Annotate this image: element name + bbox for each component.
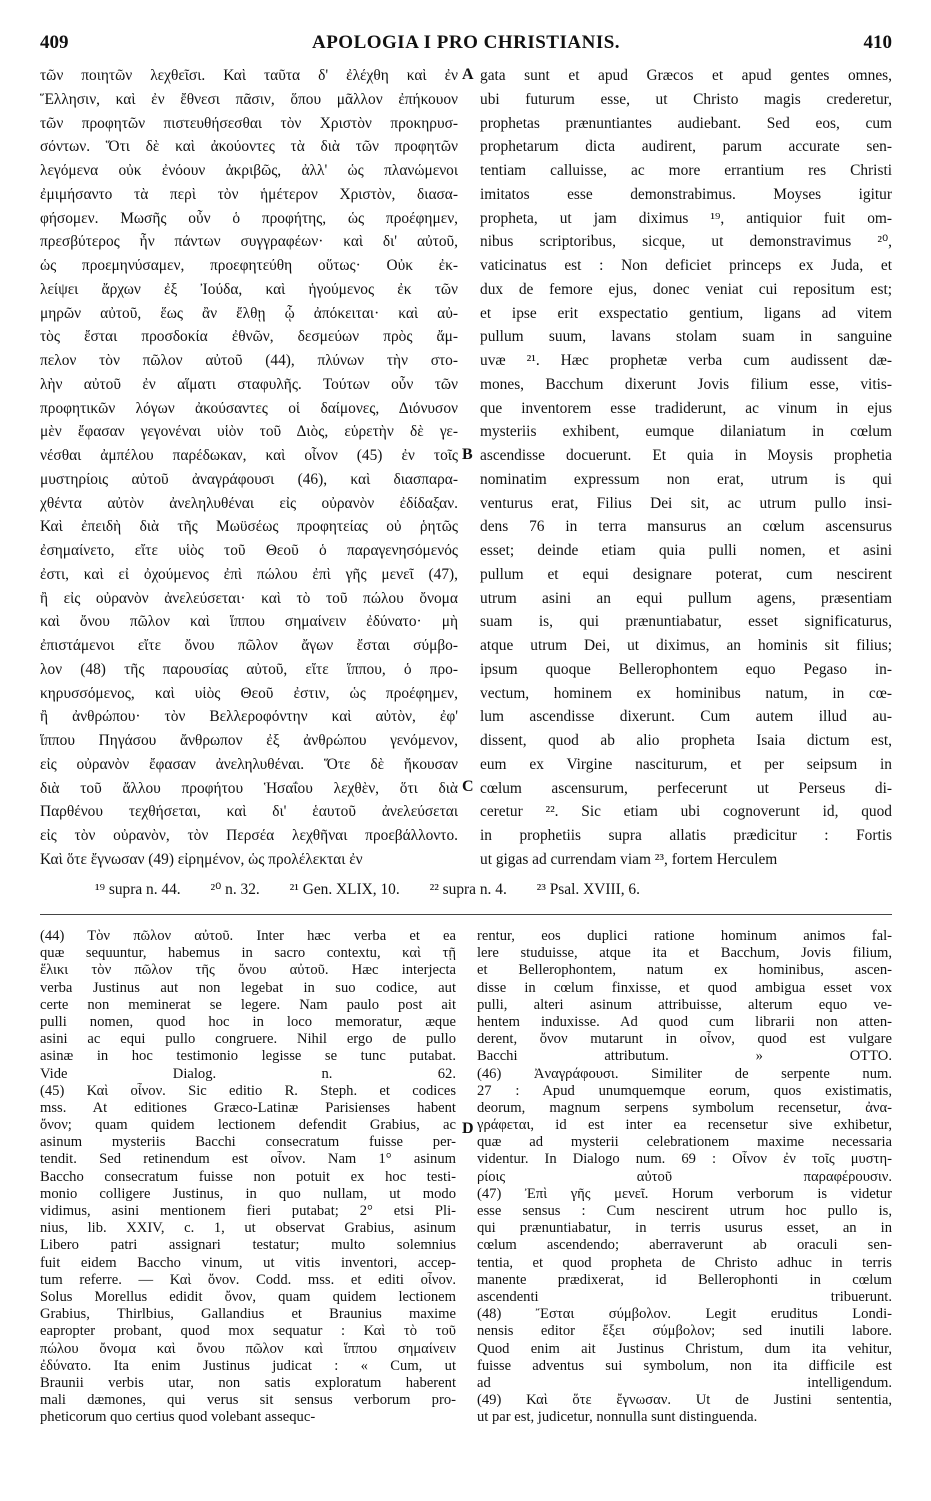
note-line: ρίοις αὐτοῦ παραφέρουσιν. — [477, 1168, 892, 1185]
note-line: asini ac equi pullo congruere. Nihil ergo de pullo — [40, 1031, 456, 1048]
greek-text-line: τῶν ποιητῶν λεχθεῖσι. Καὶ ταῦτα δ' ἐλέχθη καὶ ἐν — [40, 67, 458, 84]
greek-text-column — [40, 64, 458, 872]
note-line: Baccho consecratum fuisse non potuit ex hoc testi- — [40, 1168, 456, 1185]
margin-letter-a: A — [462, 66, 474, 83]
note-line: ad intelligendum. — [477, 1374, 892, 1391]
note-line: verba Justinus aut non legebat in suo codice, aut — [40, 979, 456, 996]
note-line: ut par est, judicetur, nonnulla sunt distinguenda. — [477, 1409, 758, 1426]
greek-text-line: νέσθαι ἀμπέλου παρέδωκαν, καὶ οἶνον (45) ἐν τοῖς — [40, 447, 458, 464]
latin-text-line: que inventorem esse tradiderunt, ac vinum in ejus — [480, 399, 892, 417]
greek-text-line: καὶ ὄνου πῶλον καὶ ἵππου σημαίνειν ἐδύνατο· μὴ — [40, 613, 458, 631]
page-number-right: 410 — [863, 32, 892, 53]
note-line: pheticorum quo certius quod volebant assequc- — [40, 1409, 316, 1426]
note-line: esse sensus : Cum nescirent utrum hoc pullo is, — [477, 1203, 892, 1219]
greek-text-line: ὡς προεμηνύσαμεν, προεφητεύθη οὕτως· Οὐκ ἐκ- — [40, 257, 458, 274]
note-line: ascendenti tribuerunt. — [477, 1288, 892, 1305]
latin-text-line: imitatos esse demonstrabimus. Moyses igitur — [480, 185, 892, 203]
footnote-ref: ²⁰ n. 32. — [210, 881, 260, 898]
greek-text-line: λὴν αὐτοῦ ἐν αἵματι σταφυλῆς. Τούτων οὖν τῶν — [40, 375, 458, 393]
latin-text-line: suam is, qui prænuntiabatur, esset significaturus, — [480, 613, 892, 631]
latin-text-line: utrum asini an equi pullum agens, præsentiam — [480, 589, 892, 607]
note-line: disse in cœlum finxisse, et quod ambigua esset vox — [477, 979, 892, 996]
page-number-left: 409 — [40, 32, 69, 53]
note-line: (44) Τὸν πῶλον αὐτοῦ. Inter hæc verba et ea — [40, 928, 456, 944]
note-line: Libero patri assignari testatur; multo solemnius — [40, 1237, 456, 1254]
greek-text-line: χθέντα αὐτὸν ἀνεληλυθέναι εἰς οὐρανὸν ἐδίδαξαν. — [40, 494, 458, 512]
note-line: tendit. Sed retinendum est οἶνον. Nam 1° asinum — [40, 1151, 456, 1168]
note-line: mali dæmones, qui verus sit sensus verborum pro- — [40, 1392, 456, 1409]
latin-text-line: dens 76 in terra mansurus an cœlum ascensurus — [480, 518, 892, 536]
latin-text-line: ipsum quoque Bellerophontem equo Pegaso in- — [480, 660, 892, 678]
note-line: Grabius, Thirlbius, Gallandius et Braunius maxime — [40, 1306, 456, 1323]
note-line: nius, lib. XXIV, c. 1, ut observat Grabius, asinum — [40, 1220, 456, 1237]
note-line: tum referre. — Καὶ ὄνον. Codd. mss. et editi οἶνον. — [40, 1271, 456, 1288]
latin-text-line: prophetarum dicta audirent, parum accurate sen- — [480, 138, 892, 156]
note-line: asinum mysteriis Bacchi consecratum fuisse per- — [40, 1134, 456, 1151]
note-line: vidimus, asini mentionem fieri putabat; 2° etsi Pli- — [40, 1203, 456, 1219]
note-line: (47) Ἐπὶ γῆς μενεῖ. Horum verborum is videtur — [477, 1185, 892, 1202]
greek-text-line: Παρθένου τεχθήσεται, καὶ δι' ἑαυτοῦ ἀνελεύσεται — [40, 803, 458, 821]
note-line: (45) Καὶ οἶνον. Sic editio R. Steph. et codices — [40, 1082, 456, 1099]
footnote-ref: ²¹ Gen. XLIX, 10. — [289, 881, 400, 898]
note-line: Bacchi attributum. » OTTO. — [477, 1048, 892, 1065]
latin-text-line: atque utrum Dei, ut diximus, an hominis sit filius; — [480, 637, 892, 654]
latin-text-line: propheta, ut jam diximus ¹⁹, antiquior fuit om- — [480, 209, 892, 227]
note-line: (48) Ἔσται σύμβολον. Legit eruditus Londi- — [477, 1306, 892, 1323]
note-line: rentur, eos duplici ratione hominum animos fal- — [477, 928, 892, 944]
latin-text-line: vectum, hominem ex hominibus natum, in cœ- — [480, 684, 892, 702]
notes-column-right — [477, 928, 892, 1426]
margin-letter-b: B — [462, 446, 473, 463]
note-line: nensis editor ἔξει σύμβολον; sed inutili labore. — [477, 1323, 892, 1340]
greek-text-line: ἢ ἀνθρώπου· τὸν Βελλεροφόντην καὶ αὐτὸν, ἐφ' — [40, 708, 458, 726]
latin-text-line: cœlum ascensurum, perfecerunt ut Perseus di- — [480, 779, 892, 797]
latin-text-line: ut gigas ad currendam viam ²³, fortem Herculem — [480, 850, 778, 868]
latin-text-line: dux de femore ejus, donec veniat cui repositum est; — [480, 280, 892, 298]
greek-text-line: Καὶ ὅτε ἔγνωσαν (49) εἰρημένον, ὡς προλέλεκται ἐν — [40, 850, 363, 868]
greek-text-line: πρεσβύτερος ἦν πάντων συγγραφέων· καὶ δι' αὐτοῦ, — [40, 233, 458, 251]
latin-text-column — [480, 64, 892, 872]
greek-text-line: ἵππου Πηγάσου ἄνθρωπον ἐξ ἀνθρώπου γενόμενον, — [40, 732, 458, 749]
running-title: APOLOGIA I PRO CHRISTIANIS. — [311, 32, 621, 53]
note-line: manente prædixerat, id Bellerophonti in cœlum — [477, 1271, 892, 1288]
note-line: deorum, magnum serpens symbolum recensetur, ἀνα- — [477, 1099, 892, 1116]
note-line: Solus Morellus edidit ὄνον, quam quidem lectionem — [40, 1288, 456, 1305]
latin-text-line: dissent, quod ab alio propheta Isaia dictum est, — [480, 732, 892, 749]
greek-text-line: πελον τὸν πῶλον αὐτοῦ (44), πλύνων τὴν στο- — [40, 352, 458, 369]
margin-letter-d: D — [462, 1120, 474, 1137]
note-line: (46) Ἀναγράφουσι. Similiter de serpente num. — [477, 1065, 892, 1082]
latin-text-line: venturus erat, Filius Dei sit, ac utrum pullo insi- — [480, 494, 892, 512]
latin-text-line: tentiam calluisse, ac more errantium res Christi — [480, 162, 892, 179]
greek-text-line: ἢ εἰς οὐρανὸν ἀνελεύσεται· καὶ τὸ τοῦ πώλου ὄνομα — [40, 589, 458, 607]
greek-text-line: κηρυσσόμενος, καὶ υἱὸς Θεοῦ ἐστιν, ὡς προέφημεν, — [40, 684, 458, 702]
greek-text-line: τῶν προφητῶν πιστευθήσεσθαι τὸν Χριστὸν προκηρυσ- — [40, 114, 458, 132]
note-line: et Bellerophontem, natum ex hominibus, ascen- — [477, 962, 892, 979]
note-line: cœlum ascendendo; aberraverunt ab oraculi sen- — [477, 1237, 892, 1254]
greek-text-line: λείψει ἄρχων ἐξ Ἰούδα, καὶ ἡγούμενος ἐκ τῶν — [40, 280, 458, 298]
greek-text-line: διὰ τοῦ ἄλλου προφήτου Ἡσαΐου λεχθὲν, ὅτι διὰ — [40, 779, 458, 797]
greek-text-line: λεγόμενα οὐκ ἐνόουν ἀκριβῶς, ἀλλ' ὡς πλανώμενοι — [40, 162, 458, 179]
note-line: Braunii verbis utar, non satis exploratum haberent — [40, 1374, 456, 1391]
greek-text-line: Καὶ ἐπειδὴ διὰ τῆς Μωϋσέως προφητείας οὐ ῥητῶς — [40, 518, 458, 536]
note-line: pulli nomen, quod hoc in loco memoratur, æque — [40, 1013, 456, 1030]
greek-text-line: ἐπιστάμενοι εἴτε ὄνου πῶλον ἄγων ἔσται σύμβο- — [40, 637, 458, 654]
latin-text-line: in prophetiis supra allatis prædicitur : Fortis — [480, 827, 892, 844]
latin-text-line: eum ex Virgine nasciturum, et per seipsum in — [480, 755, 892, 773]
note-line: videntur. In Dialogo num. 69 : Οἶνον ἐν τοῖς μυστη- — [477, 1151, 892, 1168]
latin-text-line: ascendisse docuerunt. Et quia in Moysis prophetia — [480, 447, 892, 464]
latin-text-line: pullum suum, lavans stolam suam in sanguine — [480, 328, 892, 346]
note-line: monio colligere Justinus, in quo nullam, ut modo — [40, 1185, 456, 1202]
scripture-footnotes — [95, 880, 855, 899]
note-line: tentia, et quod propheta de Christo adhuc in terris — [477, 1254, 892, 1271]
note-line: certe non meminerat se legere. Nam paulo post ait — [40, 996, 456, 1013]
note-line: quæ sequuntur, habemus in sacro contextu, καὶ τῇ — [40, 945, 456, 962]
note-line: qui prænuntiabatur, in terris usurus esset, an in — [477, 1220, 892, 1237]
greek-text-line: σόντων. Ὅτι δὲ καὶ ἀκούοντες τὰ διὰ τῶν προφητῶν — [40, 138, 458, 156]
footnote-ref: ²³ Psal. XVIII, 6. — [536, 881, 640, 898]
latin-text-line: mones, Bacchum dixerunt Jovis filium esse, vitis- — [480, 375, 892, 393]
note-line: derent, ὄνον mutarunt in οἶνον, quod est vulgare — [477, 1031, 892, 1048]
note-line: fuisse adventus sui symbolum, non ita difficile est — [477, 1357, 892, 1374]
greek-text-line: τὸς ἔσται προσδοκία ἐθνῶν, δεσμεύων πρὸς ἄμ- — [40, 328, 458, 346]
latin-text-line: uvæ ²¹. Hæc prophetæ verba cum audissent dæ- — [480, 352, 892, 369]
note-line: ἐδύνατο. Ita enim Justinus judicat : « Cum, ut — [40, 1357, 456, 1374]
greek-text-line: εἰς τὸν οὐρανὸν, τὸν Περσέα λεχθῆναι προεβάλλοντο. — [40, 827, 458, 844]
note-line: fuit eidem Baccho vinum, ut vitis inventori, accep- — [40, 1254, 456, 1271]
latin-text-line: lum ascendisse dixerunt. Cum autem illud au- — [480, 708, 892, 726]
note-line: pulli, alteri asinum attribuisse, alterum equo ve- — [477, 996, 892, 1013]
greek-text-line: μηρῶν αὐτοῦ, ἕως ἂν ἔλθῃ ᾧ ἀπόκειται· καὶ αὐ- — [40, 304, 458, 322]
greek-text-line: φήσομεν. Μωσῆς οὖν ὁ προφήτης, ὡς προέφημεν, — [40, 209, 458, 227]
note-line: γράφεται, id est inter ea recensetur sive exhibetur, — [477, 1117, 892, 1134]
greek-text-line: ἐμιμήσαντο τὰ περὶ τὸν ἡμέτερον Χριστὸν, διασα- — [40, 185, 458, 203]
note-line: 27 : Apud unumquemque eorum, quos existimatis, — [477, 1082, 892, 1099]
latin-text-line: pullum et equi designare poterat, cum nescirent — [480, 565, 892, 583]
note-line: mss. At editiones Græco-Latinæ Parisienses habent — [40, 1099, 456, 1116]
latin-text-line: prophetas prænuntiantes audiebant. Sed eos, cum — [480, 114, 892, 132]
greek-text-line: ἐστι, καὶ εἰ ὀχούμενος ἐπὶ πώλου ἐπὶ γῆς μενεῖ (47), — [40, 565, 458, 583]
note-line: Quod enim ait Justinus Christum, dum ita vehitur, — [477, 1340, 892, 1357]
note-line: (49) Καὶ ὅτε ἔγνωσαν. Ut de Justini sententia, — [477, 1392, 892, 1409]
latin-text-line: esset; deinde etiam quia pulli nomen, et asini — [480, 542, 892, 559]
latin-text-line: et ipse erit exspectatio gentium, ligans ad vitem — [480, 304, 892, 322]
footnote-ref: ¹⁹ supra n. 44. — [95, 881, 181, 898]
latin-text-line: ubi futurum esse, ut Christo magis crederetur, — [480, 90, 892, 108]
notes-divider — [40, 914, 892, 915]
latin-text-line: gata sunt et apud Græcos et apud gentes omnes, — [480, 67, 892, 84]
greek-text-line: ἐσημαίνετο, εἴτε υἱὸς τοῦ Θεοῦ ὁ παραγενησόμενός — [40, 542, 458, 559]
greek-text-line: μυστηρίοις αὐτοῦ ἀναγράφουσι (46), καὶ διασπαρα- — [40, 470, 458, 488]
latin-text-line: nibus scriptoribus, sicque, ut demonstravimus ²⁰, — [480, 233, 892, 251]
note-line: eapropter probant, quod mox sequatur : Καὶ τὸ τοῦ — [40, 1323, 456, 1340]
note-line: ὄνον; quam quidem lectionem defendit Grabius, ac — [40, 1117, 456, 1134]
greek-text-line: εἰς οὐρανὸν ἔφασαν ἀνεληλυθέναι. Ὅτε δὲ ἤκουσαν — [40, 755, 458, 773]
running-header — [40, 32, 892, 58]
margin-letter-c: C — [462, 778, 474, 795]
note-line: asinæ in hoc testimonio legisse se tunc putabat. — [40, 1048, 456, 1065]
note-line: lere studuisse, atque ita et Bacchum, Jovis filium, — [477, 945, 892, 962]
note-line: Vide Dialog. n. 62. — [40, 1065, 456, 1082]
latin-text-line: vaticinatus est : Non deficiet princeps ex Juda, et — [480, 257, 892, 274]
note-line: hentem induxisse. Ad quod cum librarii non atten- — [477, 1013, 892, 1030]
latin-text-line: mysteriis exhibent, eumque dilaniatum in cœlum — [480, 423, 892, 441]
latin-text-line: ceretur ²². Sic etiam ubi cognoverunt id, quod — [480, 803, 892, 821]
greek-text-line: προφητικῶν λόγων ἀκούσαντες οἱ δαίμονες, Διόνυσον — [40, 399, 458, 417]
greek-text-line: μὲν ἔφασαν γεγονέναι υἱὸν τοῦ Διὸς, εὑρετὴν δὲ γε- — [40, 423, 458, 441]
note-line: πώλου ὄνομα καὶ ὄνου πῶλον καὶ ἵππου σημαίνειν — [40, 1340, 456, 1357]
notes-column-left — [40, 928, 456, 1426]
greek-text-line: λον (48) τῆς παρουσίας αὐτοῦ, εἴτε ἵππου, ὁ προ- — [40, 660, 458, 678]
note-line: ἕλικι τὸν πῶλον τῆς ὄνου αὐτοῦ. Hæc interjecta — [40, 962, 456, 979]
footnote-ref: ²² supra n. 4. — [429, 881, 507, 898]
note-line: quæ ad mysterii celebrationem maxime necessaria — [477, 1134, 892, 1151]
greek-text-line: Ἕλλησιν, καὶ ἐν ἔθνεσι πᾶσιν, ὅπου μᾶλλον ἐπήκουον — [40, 90, 458, 108]
latin-text-line: nominatim expressum non erat, utrum is qui — [480, 470, 892, 488]
